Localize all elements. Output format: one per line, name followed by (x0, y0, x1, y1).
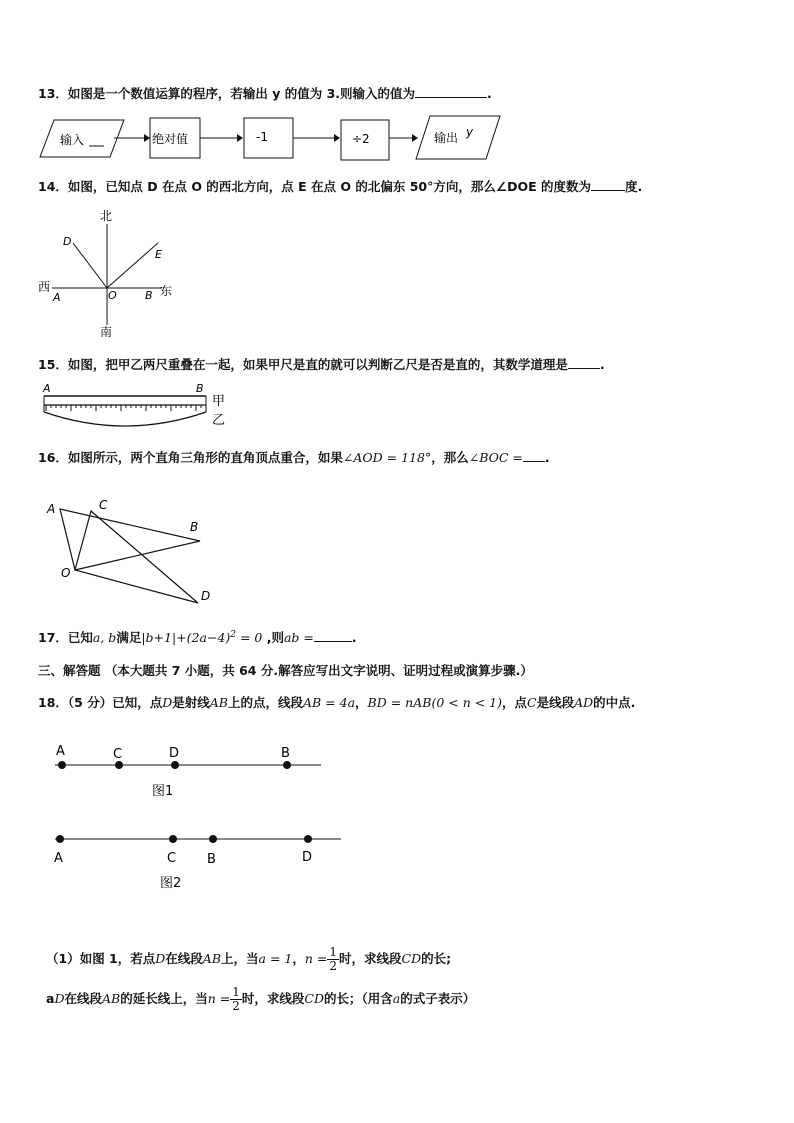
fig1-point-B (283, 761, 291, 769)
p1-D: D (155, 951, 166, 966)
q17-eq: = 0 (235, 630, 263, 645)
q18-t5: 是线段 (536, 695, 575, 710)
q18-t4: ，点 (502, 695, 528, 710)
flow-abs-label: 绝对值 (152, 132, 189, 146)
label-B: B (145, 289, 153, 302)
label-D: D (201, 589, 211, 603)
q14-end: 度. (624, 179, 643, 194)
q17-vars: a, b (92, 630, 117, 645)
fig2-point-D (304, 835, 312, 843)
p1-d: ， (292, 951, 305, 966)
q18-AD: AD (574, 695, 594, 710)
fig1-label-C: C (113, 747, 123, 762)
q18-prefix: 18．（5 分）已知，点 (38, 695, 163, 710)
p2-a: a (46, 991, 55, 1006)
label-A: A (47, 502, 56, 516)
q16-text-b: ，那么 (431, 450, 469, 465)
fig1-label-D: D (169, 746, 180, 761)
q17-end: . (351, 630, 357, 645)
flow-input-label: 输入 (60, 133, 85, 147)
q18-C: C (527, 695, 537, 710)
q18-D: D (162, 695, 173, 710)
label-east: 东 (160, 284, 173, 298)
q17-ask: ab = (283, 630, 314, 645)
flow-output-label: 输出 (434, 131, 459, 145)
label-O: O (108, 289, 117, 302)
q18-t1: 是射线 (172, 695, 210, 710)
p2-CD: CD (304, 991, 324, 1006)
q13-end: . (487, 86, 492, 101)
fig2-label-B: B (207, 852, 216, 867)
fig1-caption: 图1 (152, 784, 174, 799)
fig2-point-A (56, 835, 64, 843)
fig1-point-D (171, 761, 179, 769)
label-yi: 乙 (212, 413, 226, 428)
label-jia: 甲 (212, 394, 226, 409)
fig2-point-C (169, 835, 177, 843)
p1-aval: a = 1 (258, 951, 293, 966)
p1-a: （1）如图 1，若点 (46, 951, 156, 966)
p2-den: 2 (232, 999, 240, 1013)
p1-fraction (327, 946, 339, 973)
label-north: 北 (100, 209, 113, 223)
label-E: E (155, 248, 162, 261)
q16-text-a: 16．如图所示，两个直角三角形的直角顶点重合，如果 (38, 450, 343, 465)
p1-e: 时，求线段 (339, 951, 402, 966)
q18-t6: 的中点. (593, 695, 636, 710)
label-C: C (99, 498, 108, 512)
flow-output-y: y (466, 125, 474, 139)
p1-num: 1 (329, 945, 338, 959)
label-A: A (53, 291, 61, 304)
q17-sup: 2 (230, 629, 236, 640)
q18-AB: AB (209, 695, 228, 710)
p2-n: n = (207, 991, 231, 1006)
q15-end: . (599, 357, 605, 372)
label-west: 西 (38, 280, 51, 294)
p2-e: 时，求线段 (241, 991, 305, 1006)
label-O: O (61, 566, 71, 580)
fig2-caption: 图2 (160, 876, 182, 891)
q18-BD: BD = nAB(0 < n < 1) (367, 695, 502, 710)
fig2-label-C: C (167, 851, 177, 866)
q14-text: 14．如图，已知点 D 在点 O 的西北方向，点 E 在点 O 的北偏东 50°方向，那么∠DOE 的度数为 (38, 179, 591, 194)
p2-fraction (230, 986, 242, 1013)
q18-AB-eq: AB = 4a (302, 695, 356, 710)
label-B: B (196, 382, 204, 395)
p2-f: 的长；（用含 (323, 991, 393, 1006)
section-3-text: 三、解答题 （本大题共 7 小题，共 64 分.解答应写出文字说明、证明过程或演算步骤.） (38, 663, 533, 678)
q17-text-c: ,则 (262, 630, 284, 645)
q18-part-1 (46, 946, 451, 973)
q15-text: 15．如图，把甲乙两尺重叠在一起，如果甲尺是直的就可以判断乙尺是否是直的，其数学道理是 (38, 357, 568, 372)
q16-ask: ∠BOC = (468, 450, 523, 465)
p1-CD: CD (401, 951, 422, 966)
q18-t2: 上的点，线段 (227, 695, 303, 710)
p2-D: D (54, 991, 65, 1006)
q16-expr: ∠AOD = 118° (342, 450, 432, 465)
p2-g: 的式子表示） (400, 991, 476, 1006)
q17-expr: |b+1|+(2a−4) (141, 630, 231, 645)
p1-f: 的长; (421, 951, 452, 966)
fig1-point-C (115, 761, 123, 769)
fig2-point-B (209, 835, 217, 843)
p1-b: 在线段 (165, 951, 203, 966)
q16-end: . (544, 450, 550, 465)
q17-text-a: 17．已知 (38, 630, 93, 645)
flow-divide-label: ÷2 (352, 132, 370, 146)
p2-num: 1 (232, 985, 240, 999)
fig1-label-A: A (56, 744, 65, 759)
q18-part-2 (46, 986, 475, 1013)
p2-a-var: a (392, 991, 401, 1006)
p1-n: n = (304, 951, 328, 966)
q18-t3: ， (355, 695, 368, 710)
label-south: 南 (100, 325, 113, 339)
p2-b: 在线段 (64, 991, 102, 1006)
q13-text: 13．如图是一个数值运算的程序，若输出 y 的值为 3.则输入的值为 (38, 86, 416, 101)
label-D: D (63, 235, 72, 248)
p1-AB: AB (202, 951, 222, 966)
fig1-point-A (58, 761, 66, 769)
fig2-label-A: A (54, 851, 63, 866)
label-B: B (190, 520, 199, 534)
p2-AB: AB (101, 991, 121, 1006)
fig1-label-B: B (281, 746, 290, 761)
fig2-label-D: D (302, 850, 313, 865)
q17-text-b: 满足 (116, 630, 142, 645)
p1-den: 2 (329, 959, 338, 973)
p2-c: 的延长线上，当 (120, 991, 208, 1006)
label-A: A (43, 382, 51, 395)
flow-minus-label: -1 (256, 130, 268, 144)
p1-c: 上，当 (221, 951, 259, 966)
